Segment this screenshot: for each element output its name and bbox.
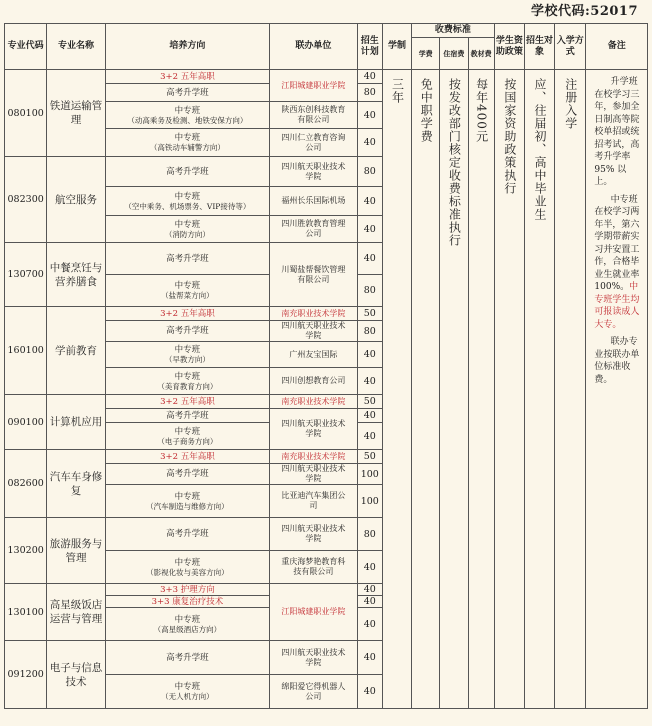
direction-title: 高考升学班 <box>166 652 209 663</box>
direction-title: 3+2 五年高职 <box>160 451 215 462</box>
plan-cell: 40 <box>357 596 382 608</box>
major-name: 高星级饭店运营与管理 <box>47 584 105 641</box>
note-upgrade: 升学班在校学习三年，参加全日制高等院校单招或统招考试，高考升学率 95% 以上。 <box>594 77 640 187</box>
table-body <box>5 70 648 709</box>
plan-cell: 40 <box>357 187 382 216</box>
direction-cell <box>105 129 269 157</box>
major-code: 090100 <box>5 395 47 450</box>
direction-cell <box>105 450 269 464</box>
school-code: 学校代码:52017 <box>530 4 638 19</box>
major-name: 计算机应用 <box>47 395 105 450</box>
direction-cell <box>105 596 269 608</box>
direction-cell <box>105 157 269 187</box>
plan-cell: 100 <box>357 464 382 485</box>
direction-detail: （高星级酒店方向） <box>153 624 222 634</box>
direction-title: 高考升学班 <box>166 469 209 479</box>
partner-cell: 四川胜敦教育管理公司 <box>270 216 358 243</box>
plan-cell: 80 <box>357 518 382 551</box>
table-row <box>5 70 648 84</box>
target-cell <box>524 70 554 709</box>
direction-cell <box>105 368 269 395</box>
materials-cell <box>468 70 494 709</box>
partner-cell: 陕西东创科技教育有限公司 <box>270 102 358 129</box>
tuition-text: 免中职学费 <box>419 78 434 143</box>
note-vocational <box>594 194 642 332</box>
plan-cell: 40 <box>357 675 382 709</box>
direction-detail: （盐帮菜方向） <box>161 291 214 300</box>
direction-title: 3+2 五年高职 <box>160 396 215 407</box>
major-code: 130100 <box>5 584 47 641</box>
plan-cell: 40 <box>357 551 382 584</box>
header-notes: 备注 <box>586 24 648 70</box>
direction-title: 中专班 <box>174 105 201 116</box>
length-cell <box>382 70 411 709</box>
direction-cell <box>105 321 269 342</box>
partner-cell: 四川航天职业技术学院 <box>270 321 358 342</box>
major-code: 082300 <box>5 157 47 243</box>
aid-text: 按国家资助政策执行 <box>502 78 517 195</box>
major-name: 航空服务 <box>47 157 105 243</box>
partner-cell: 四川航天职业技术学院 <box>270 641 358 675</box>
direction-detail: （消防方向） <box>164 229 210 239</box>
direction-cell <box>105 342 269 368</box>
note-vocational-text: 中专班在校学习两年半，第六学期带薪实习并安置工作，合格毕业生就业率100%。 <box>594 194 640 292</box>
target-text: 应、往届初、高中毕业生 <box>533 78 548 221</box>
partner-cell: 四川航天职业技术学院 <box>270 518 358 551</box>
major-name: 电子与信息技术 <box>47 641 105 709</box>
direction-detail: （高铁动车辅警方向） <box>149 143 225 152</box>
direction-title: 中专班 <box>174 557 201 568</box>
plan-cell: 80 <box>357 321 382 342</box>
direction-title: 高考升学班 <box>166 87 209 98</box>
major-code: 130700 <box>5 243 47 307</box>
header-name: 专业名称 <box>47 24 105 70</box>
direction-detail: （空中乘务、机场票务、VIP接待等） <box>124 201 251 211</box>
direction-cell <box>105 423 269 450</box>
direction-cell <box>105 102 269 129</box>
tuition-cell <box>412 70 440 709</box>
direction-cell <box>105 275 269 307</box>
direction-cell <box>105 307 269 321</box>
major-name: 中餐烹饪与营养膳食 <box>47 243 105 307</box>
direction-cell <box>105 84 269 102</box>
plan-cell: 40 <box>357 641 382 675</box>
plan-cell: 50 <box>357 395 382 409</box>
plan-cell: 40 <box>357 102 382 129</box>
major-code: 082600 <box>5 450 47 518</box>
partner-cell: 南充职业技术学院 <box>270 450 358 464</box>
direction-detail: （早教方向） <box>164 355 210 364</box>
partner-cell: 南充职业技术学院 <box>270 307 358 321</box>
partner-cell: 四川仁立教育咨询公司 <box>270 129 358 157</box>
direction-title: 中专班 <box>174 133 201 143</box>
direction-cell <box>105 485 269 518</box>
header-fee-group: 收费标准 <box>412 24 495 38</box>
partner-cell: 南充职业技术学院 <box>270 395 358 409</box>
direction-cell <box>105 409 269 423</box>
plan-cell: 40 <box>357 129 382 157</box>
plan-cell: 80 <box>357 275 382 307</box>
partner-cell: 广州友宝国际 <box>270 342 358 368</box>
direction-cell <box>105 675 269 709</box>
direction-title: 中专班 <box>174 426 201 437</box>
plan-cell: 40 <box>357 342 382 368</box>
direction-detail: （影视化妆与美容方向） <box>146 567 229 577</box>
plan-cell: 40 <box>357 243 382 275</box>
major-name: 学前教育 <box>47 307 105 395</box>
direction-title: 高考升学班 <box>166 326 209 336</box>
direction-cell <box>105 395 269 409</box>
direction-title: 高考升学班 <box>166 166 209 177</box>
header-tuition: 学费 <box>412 38 440 70</box>
major-code: 080100 <box>5 70 47 157</box>
direction-title: 中专班 <box>174 371 201 382</box>
plan-cell: 40 <box>357 409 382 423</box>
plan-cell: 40 <box>357 216 382 243</box>
direction-title: 高考升学班 <box>166 253 209 264</box>
major-code: 160100 <box>5 307 47 395</box>
direction-detail: （美育教育方向） <box>157 381 218 391</box>
direction-title: 3+2 五年高职 <box>160 308 215 319</box>
direction-title: 中专班 <box>174 191 201 202</box>
major-name: 旅游服务与管理 <box>47 518 105 584</box>
plan-cell: 80 <box>357 157 382 187</box>
plan-cell: 40 <box>357 368 382 395</box>
materials-text: 每年400元 <box>474 78 489 143</box>
lodging-cell <box>440 70 468 709</box>
direction-title: 中专班 <box>174 614 201 625</box>
direction-cell <box>105 551 269 584</box>
notes-cell <box>586 70 648 709</box>
header-direction: 培养方向 <box>105 24 269 70</box>
direction-title: 高考升学班 <box>166 410 209 421</box>
direction-title: 3+2 五年高职 <box>160 71 215 82</box>
major-name: 铁道运输管理 <box>47 70 105 157</box>
plan-cell: 100 <box>357 485 382 518</box>
plan-cell: 40 <box>357 584 382 596</box>
major-code: 130200 <box>5 518 47 584</box>
plan-cell: 40 <box>357 608 382 641</box>
direction-cell <box>105 216 269 243</box>
note-partner: 联办专业按联办单位标准收费。 <box>594 337 640 385</box>
direction-detail: （汽车制造与维修方向） <box>146 501 229 511</box>
partner-cell: 江阳城建职业学院 <box>270 70 358 102</box>
plan-cell: 40 <box>357 423 382 450</box>
partner-cell: 四川创想教育公司 <box>270 368 358 395</box>
plan-cell: 40 <box>357 70 382 84</box>
partner-cell: 比亚迪汽车集团公司 <box>270 485 358 518</box>
lodging-text: 按发改部门核定收费标准执行 <box>447 78 462 247</box>
direction-title: 中专班 <box>174 281 201 291</box>
partner-cell: 重庆海梦艳教育科技有限公司 <box>270 551 358 584</box>
header-materials: 教材费 <box>468 38 494 70</box>
plan-cell: 50 <box>357 450 382 464</box>
header-length: 学制 <box>382 24 411 70</box>
direction-cell <box>105 584 269 596</box>
direction-detail: （电子商务方向） <box>157 436 218 446</box>
direction-cell <box>105 243 269 275</box>
plan-cell: 80 <box>357 84 382 102</box>
direction-cell <box>105 518 269 551</box>
enrollment-table <box>4 23 648 709</box>
direction-detail: （动高乘务及检测、地铁安保方向） <box>127 115 248 125</box>
partner-cell: 四川航天职业技术学院 <box>270 464 358 485</box>
entry-cell <box>555 70 586 709</box>
partner-cell: 四川航天职业技术学院 <box>270 409 358 450</box>
direction-title: 中专班 <box>174 682 201 692</box>
direction-cell <box>105 187 269 216</box>
entry-text: 注册入学 <box>563 78 578 130</box>
header-target: 招生对象 <box>524 24 554 70</box>
direction-cell <box>105 608 269 641</box>
direction-title: 中专班 <box>174 345 201 355</box>
major-code: 091200 <box>5 641 47 709</box>
header-lodging: 住宿费 <box>440 38 468 70</box>
partner-cell: 绵阳爱它得机器人公司 <box>270 675 358 709</box>
direction-title: 高考升学班 <box>166 529 209 539</box>
aid-cell <box>494 70 524 709</box>
direction-cell <box>105 464 269 485</box>
partner-cell: 四川航天职业技术学院 <box>270 157 358 187</box>
partner-cell: 江阳城建职业学院 <box>270 584 358 641</box>
direction-title: 3+3 康复治疗技术 <box>151 596 224 607</box>
direction-title: 3+3 护理方向 <box>160 584 215 595</box>
partner-cell: 川蜀盐帮餐饮管理有限公司 <box>270 243 358 307</box>
major-name: 汽车车身修复 <box>47 450 105 518</box>
header-code: 专业代码 <box>5 24 47 70</box>
header-plan: 招生计划 <box>357 24 382 70</box>
header-aid: 学生资助政策 <box>494 24 524 70</box>
direction-cell <box>105 70 269 84</box>
partner-cell: 福州长乐国际机场 <box>270 187 358 216</box>
direction-title: 中专班 <box>174 491 201 502</box>
plan-cell: 50 <box>357 307 382 321</box>
direction-detail: （无人机方向） <box>161 692 214 701</box>
header-partner: 联办单位 <box>270 24 358 70</box>
direction-cell <box>105 641 269 675</box>
direction-title: 中专班 <box>174 219 201 230</box>
note-vocational-red: 中专班学生均可报读成人大专。 <box>594 282 640 330</box>
length-text: 三年 <box>390 78 405 104</box>
header-entry: 入学方式 <box>555 24 586 70</box>
